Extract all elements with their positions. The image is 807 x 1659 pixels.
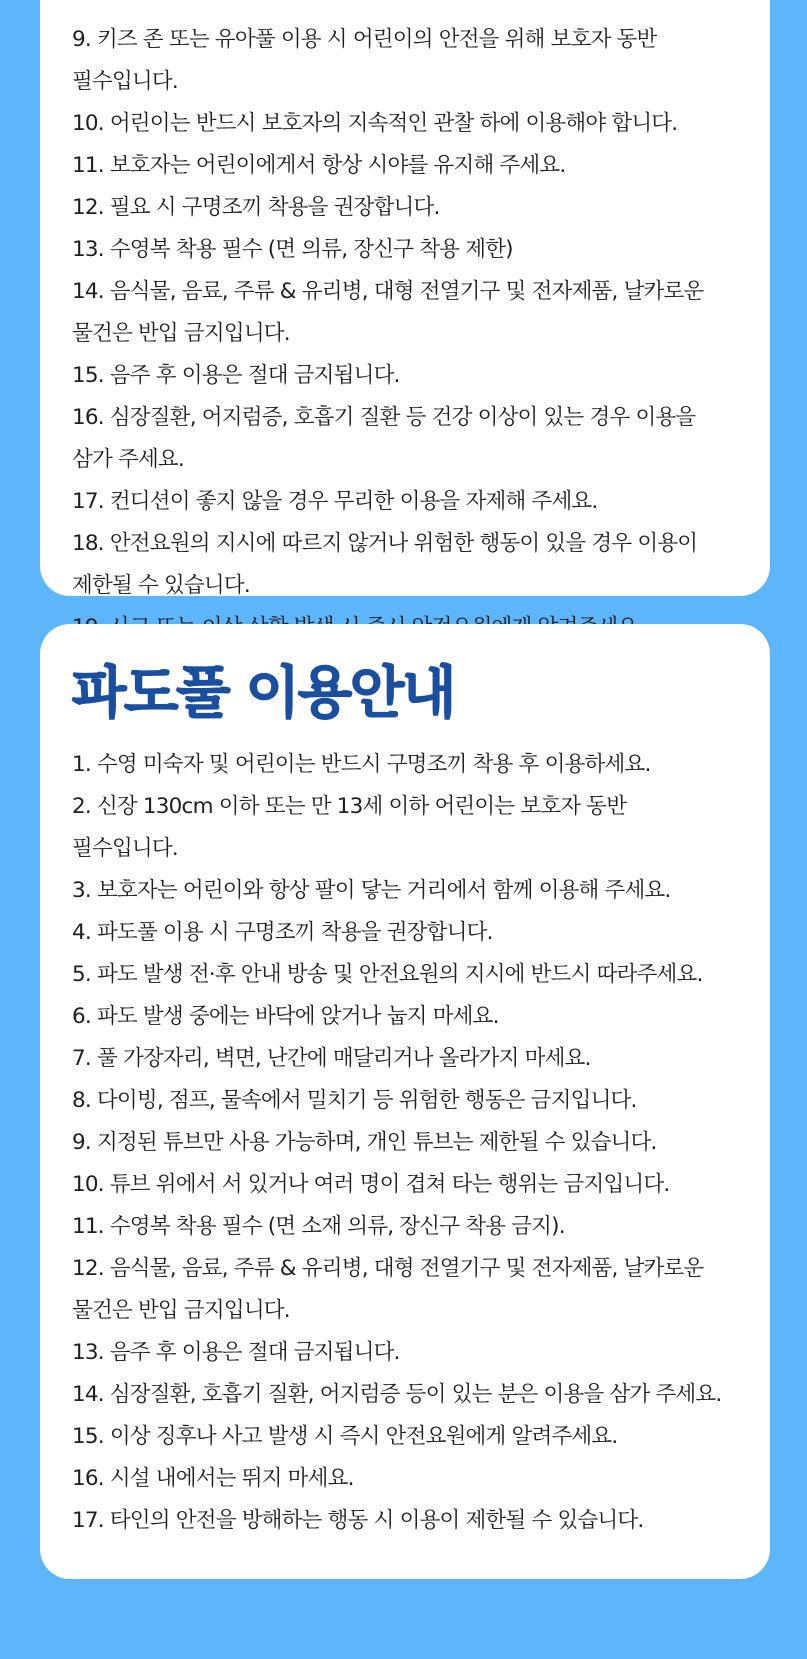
rule-item: 15. 음주 후 이용은 절대 금지됩니다. xyxy=(72,363,400,388)
rule-item: 12. 필요 시 구명조끼 착용을 권장합니다. xyxy=(72,195,440,220)
rule-item: 9. 키즈 존 또는 유아풀 이용 시 어린이의 안전을 위해 보호자 동반 필수입니다. xyxy=(72,27,657,94)
rule-item: 17. 타인의 안전을 방해하는 행동 시 이용이 제한될 수 있습니다. xyxy=(72,1508,644,1533)
rule-item: 4. 파도풀 이용 시 구명조끼 착용을 권장합니다. xyxy=(72,920,493,945)
rule-item: 10. 어린이는 반드시 보호자의 지속적인 관찰 하에 이용해야 합니다. xyxy=(72,111,678,136)
rule-item: 7. 풀 가장자리, 벽면, 난간에 매달리거나 올라가지 마세요. xyxy=(72,1046,591,1071)
rule-item: 16. 시설 내에서는 뛰지 마세요. xyxy=(72,1466,354,1491)
rule-item: 2. 신장 130cm 이하 또는 만 13세 이하 어린이는 보호자 동반 필수입니다. xyxy=(72,794,627,861)
rule-item: 10. 튜브 위에서 서 있거나 여러 명이 겹쳐 타는 행위는 금지입니다. xyxy=(72,1172,670,1197)
rule-item: 3. 보호자는 어린이와 항상 팔이 닿는 거리에서 함께 이용해 주세요. xyxy=(72,878,671,903)
rule-item: 6. 파도 발생 중에는 바닥에 앉거나 눕지 마세요. xyxy=(72,1004,499,1029)
wave-pool-rules-list xyxy=(72,744,738,1542)
rule-item: 14. 심장질환, 호흡기 질환, 어지럼증 등이 있는 분은 이용을 삼가 주세요. xyxy=(72,1382,722,1407)
rule-item: 13. 수영복 착용 필수 (면 의류, 장신구 착용 제한) xyxy=(72,237,513,262)
top-rules-list xyxy=(72,19,738,649)
rule-item: 16. 심장질환, 어지럼증, 호흡기 질환 등 건강 이상이 있는 경우 이용을 삼가 주세요. xyxy=(72,405,696,472)
wave-pool-card xyxy=(40,624,770,1579)
rule-item: 11. 수영복 착용 필수 (면 소재 의류, 장신구 착용 금지). xyxy=(72,1214,565,1239)
rule-item: 13. 음주 후 이용은 절대 금지됩니다. xyxy=(72,1340,400,1365)
rule-item: 18. 안전요원의 지시에 따르지 않거나 위험한 행동이 있을 경우 이용이 제한될 수 있습니다. xyxy=(72,531,698,598)
rule-item: 11. 보호자는 어린이에게서 항상 시야를 유지해 주세요. xyxy=(72,153,566,178)
rule-item: 9. 지정된 튜브만 사용 가능하며, 개인 튜브는 제한될 수 있습니다. xyxy=(72,1130,657,1155)
section-title: 파도풀 이용안내 xyxy=(72,661,455,726)
rule-item: 5. 파도 발생 전·후 안내 방송 및 안전요원의 지시에 반드시 따라주세요. xyxy=(72,962,703,987)
rule-item: 1. 수영 미숙자 및 어린이는 반드시 구명조끼 착용 후 이용하세요. xyxy=(72,752,651,777)
top-rules-card xyxy=(40,0,770,596)
rule-item: 12. 음식물, 음료, 주류 & 유리병, 대형 전열기구 및 전자제품, 날카로운 물건은 반입 금지입니다. xyxy=(72,1256,704,1323)
rule-item: 14. 음식물, 음료, 주류 & 유리병, 대형 전열기구 및 전자제품, 날카로운 물건은 반입 금지입니다. xyxy=(72,279,704,346)
rule-item: 17. 컨디션이 좋지 않을 경우 무리한 이용을 자제해 주세요. xyxy=(72,489,598,514)
rule-item: 15. 이상 징후나 사고 발생 시 즉시 안전요원에게 알려주세요. xyxy=(72,1424,618,1449)
rule-item: 8. 다이빙, 점프, 물속에서 밀치기 등 위험한 행동은 금지입니다. xyxy=(72,1088,637,1113)
